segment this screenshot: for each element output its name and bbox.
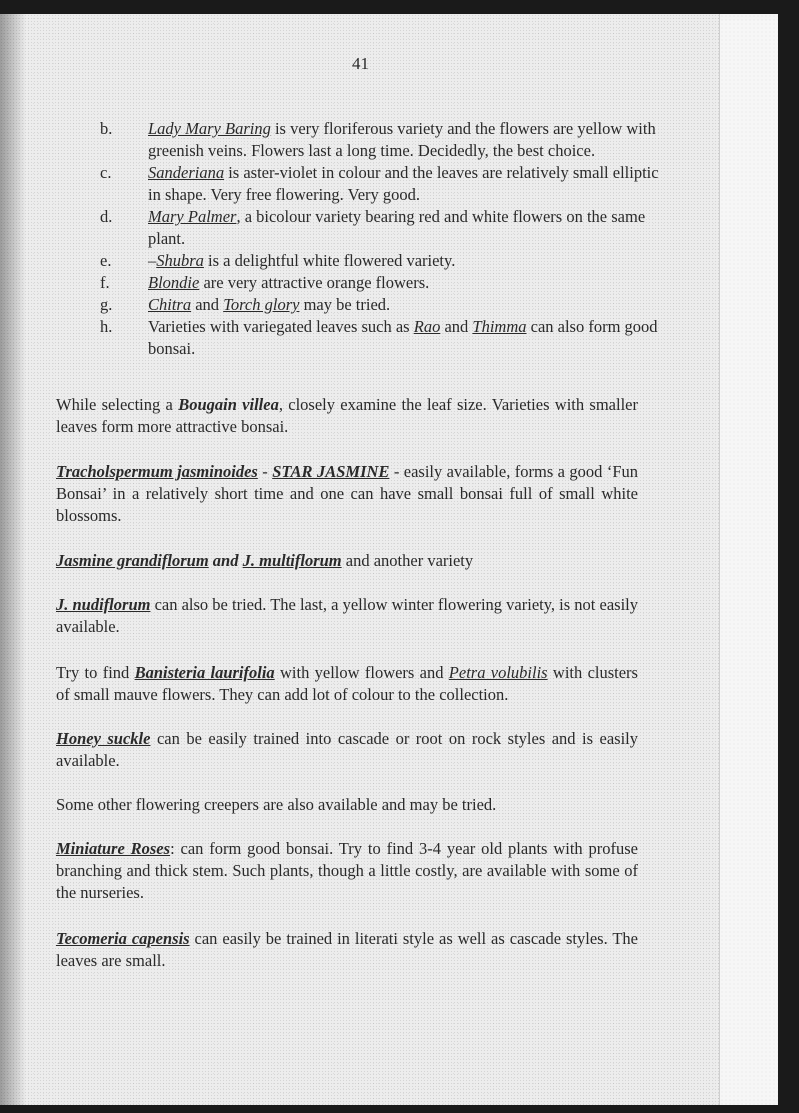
text: , closely examine the leaf size. Varieties with smaller leaves form more attractive bonsai. bbox=[56, 395, 638, 436]
paragraph-tecomeria bbox=[56, 928, 638, 972]
paragraph-jasmine bbox=[56, 550, 638, 572]
paragraph-honeysuckle bbox=[56, 728, 638, 772]
variety-description: may be tried. bbox=[299, 295, 391, 314]
variety-name: Thimma bbox=[472, 317, 527, 336]
text: and bbox=[208, 551, 243, 570]
list-letter: b. bbox=[100, 119, 113, 138]
plant-name: Miniature Roses bbox=[56, 839, 171, 858]
plant-name: Tecomeria capensis bbox=[56, 929, 190, 948]
plant-name: J. multiflorum bbox=[242, 551, 342, 570]
variety-name: Lady Mary Baring bbox=[148, 119, 271, 138]
list-item bbox=[100, 316, 660, 360]
list-letter: h. bbox=[100, 317, 113, 336]
plant-name: Honey suckle bbox=[56, 729, 151, 748]
variety-description: can also form good bonsai. bbox=[148, 317, 658, 358]
plant-common-name: STAR JASMINE bbox=[272, 462, 390, 481]
plant-name: Banisteria laurifolia bbox=[134, 663, 275, 682]
variety-name: Blondie bbox=[148, 273, 200, 292]
variety-name: Torch glory bbox=[223, 295, 300, 314]
variety-description: is very floriferous variety and the flowers are yellow with greenish veins. Flowers last a long time. Decidedly, the best choice. bbox=[148, 119, 656, 160]
plant-name: Tracholspermum jasminoides bbox=[56, 462, 258, 481]
variety-description: is a delightful white flowered variety. bbox=[203, 251, 456, 270]
paragraph-bougainvillea bbox=[56, 394, 638, 438]
text: While selecting a bbox=[56, 395, 179, 414]
text: can easily be trained in literati style as well as cascade styles. The leaves are small. bbox=[56, 929, 639, 970]
variety-name: Chitra bbox=[148, 295, 192, 314]
paragraph-tracholspermum bbox=[56, 461, 638, 527]
text: can also be tried. The last, a yellow winter flowering variety, is not easily available. bbox=[56, 595, 638, 636]
variety-name: Rao bbox=[413, 317, 441, 336]
variety-name: Sanderiana bbox=[148, 163, 225, 182]
list-letter: f. bbox=[100, 273, 110, 292]
variety-name: Mary Palmer bbox=[148, 207, 237, 226]
list-item bbox=[100, 118, 660, 162]
paragraph-banisteria bbox=[56, 662, 638, 706]
text: and another variety bbox=[341, 551, 474, 570]
variety-description: , a bicolour variety bearing red and white flowers on the same plant. bbox=[148, 207, 646, 248]
page-edge bbox=[719, 14, 778, 1105]
connector-text: and bbox=[440, 317, 473, 336]
variety-intro: Varieties with variegated leaves such as bbox=[148, 317, 414, 336]
text: - easily available, forms a good ‘Fun Bonsai’ in a relatively short time and one can have small bonsai full of small white blossoms. bbox=[56, 462, 638, 525]
list-item bbox=[100, 272, 660, 294]
handwritten-dash: – bbox=[148, 251, 157, 270]
paragraph-creepers bbox=[56, 794, 638, 816]
list-letter: e. bbox=[100, 251, 112, 270]
list-item bbox=[100, 294, 660, 316]
plant-name: J. nudiflorum bbox=[56, 595, 151, 614]
text: - bbox=[257, 462, 273, 481]
text: Some other flowering creepers are also available and may be tried. bbox=[56, 795, 497, 814]
list-item bbox=[100, 250, 660, 272]
variety-name: Shubra bbox=[156, 251, 204, 270]
page-number: 41 bbox=[352, 54, 369, 73]
text: : can form good bonsai. Try to find 3-4 year old plants with profuse branching and thick stem. Such plants, though a little costly, are available with some of the nurseries. bbox=[56, 839, 638, 902]
paragraph-roses bbox=[56, 838, 638, 904]
text: with clusters of small mauve flowers. They can add lot of colour to the collection. bbox=[56, 663, 638, 704]
plant-name: Jasmine grandiflorum bbox=[56, 551, 209, 570]
plant-name: Petra volubilis bbox=[448, 663, 548, 682]
variety-description: is aster-violet in colour and the leaves are relatively small elliptic in shape. Very free flowering. Very good. bbox=[148, 163, 659, 204]
connector-text: and bbox=[191, 295, 224, 314]
list-letter: c. bbox=[100, 163, 112, 182]
text: can be easily trained into cascade or root on rock styles and is easily available. bbox=[56, 729, 639, 770]
variety-list bbox=[100, 118, 660, 360]
list-letter: g. bbox=[100, 295, 113, 314]
list-letter: d. bbox=[100, 207, 113, 226]
text: Try to find bbox=[56, 663, 135, 682]
variety-description: are very attractive orange flowers. bbox=[199, 273, 430, 292]
text: with yellow flowers and bbox=[274, 663, 449, 682]
list-item bbox=[100, 162, 660, 206]
list-item bbox=[100, 206, 660, 250]
paragraph-nudiflorum bbox=[56, 594, 638, 638]
book-page bbox=[0, 14, 778, 1105]
plant-name: Bougain villea bbox=[178, 395, 279, 414]
